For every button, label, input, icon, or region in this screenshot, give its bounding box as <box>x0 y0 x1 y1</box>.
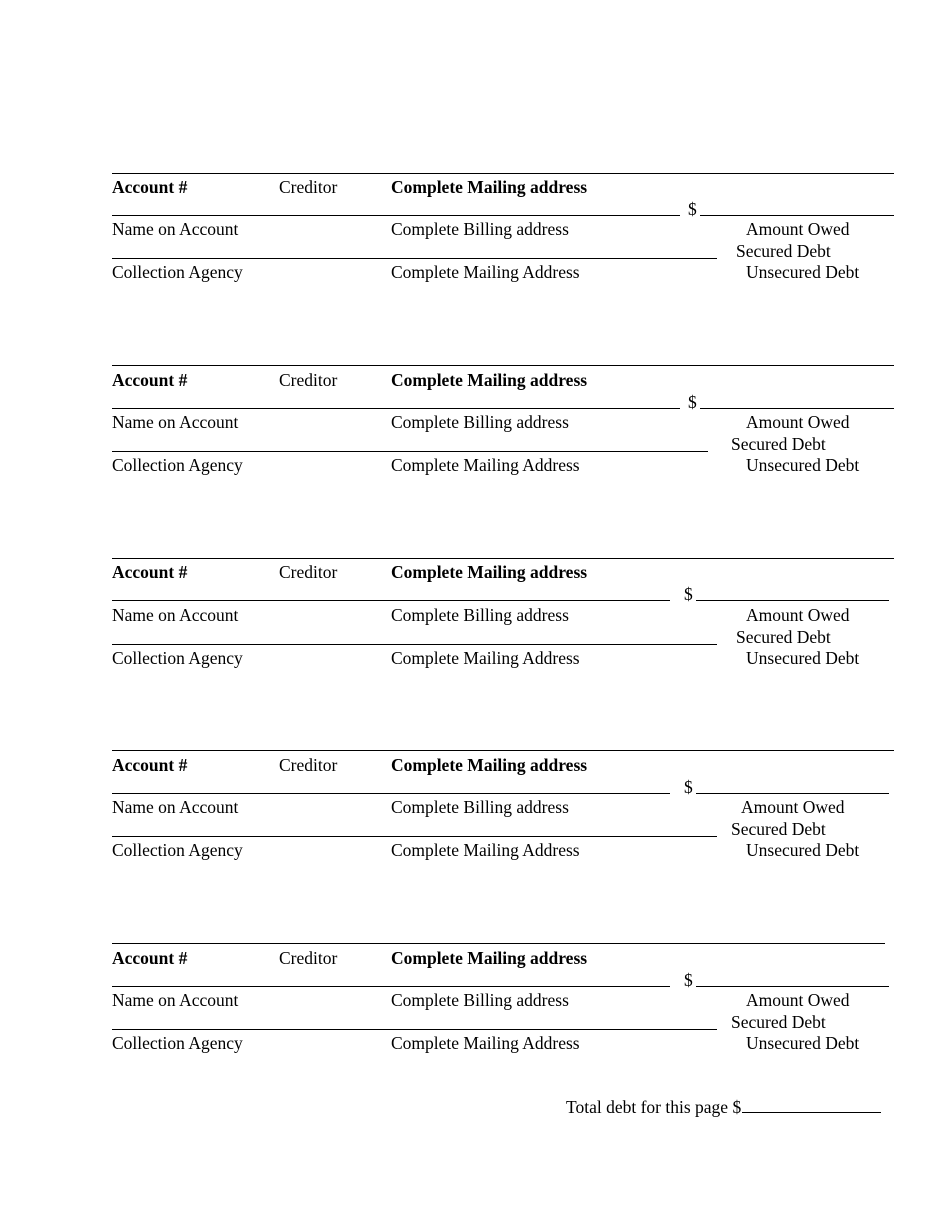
amount-owed-label: Amount Owed <box>746 605 850 625</box>
billing-address-label: Complete Billing address <box>391 797 569 817</box>
name-on-account-label: Name on Account <box>112 219 239 239</box>
agency-line[interactable] <box>112 258 717 259</box>
dollar-sign: $ <box>684 777 693 797</box>
dollar-sign: $ <box>684 584 693 604</box>
debt-entry-4 <box>0 742 950 872</box>
agency-line[interactable] <box>112 1029 717 1030</box>
collection-mailing-label: Complete Mailing Address <box>391 1033 580 1053</box>
debt-entry-3 <box>0 550 950 680</box>
billing-address-label: Complete Billing address <box>391 412 569 432</box>
amount-line[interactable] <box>700 408 894 409</box>
entry-top-line[interactable] <box>112 173 894 174</box>
creditor-label: Creditor <box>279 370 338 390</box>
billing-address-label: Complete Billing address <box>391 219 569 239</box>
amount-line[interactable] <box>696 986 889 987</box>
debt-entry-2 <box>0 357 950 487</box>
agency-line[interactable] <box>112 451 708 452</box>
mailing-address-label: Complete Mailing address <box>391 177 588 197</box>
amount-owed-label: Amount Owed <box>746 412 850 432</box>
amount-owed-label: Amount Owed <box>741 797 845 817</box>
dollar-sign: $ <box>684 970 693 990</box>
address-line[interactable] <box>112 986 670 987</box>
total-debt-row <box>566 1097 881 1117</box>
address-line[interactable] <box>112 600 670 601</box>
amount-line[interactable] <box>700 215 894 216</box>
amount-owed-label: Amount Owed <box>746 990 850 1010</box>
debt-entry-5 <box>0 935 950 1065</box>
entry-top-line[interactable] <box>112 558 894 559</box>
creditor-label: Creditor <box>279 948 338 968</box>
amount-owed-label: Amount Owed <box>746 219 850 239</box>
billing-address-label: Complete Billing address <box>391 605 569 625</box>
unsecured-debt-label: Unsecured Debt <box>746 840 860 860</box>
mailing-address-label: Complete Mailing address <box>391 948 588 968</box>
address-line[interactable] <box>112 793 670 794</box>
collection-agency-label: Collection Agency <box>112 1033 243 1053</box>
agency-line[interactable] <box>112 836 717 837</box>
unsecured-debt-label: Unsecured Debt <box>746 648 860 668</box>
collection-agency-label: Collection Agency <box>112 840 243 860</box>
account-number-label: Account # <box>112 562 188 582</box>
secured-debt-label: Secured Debt <box>736 241 831 261</box>
unsecured-debt-label: Unsecured Debt <box>746 455 860 475</box>
amount-line[interactable] <box>696 793 889 794</box>
collection-agency-label: Collection Agency <box>112 455 243 475</box>
unsecured-debt-label: Unsecured Debt <box>746 262 860 282</box>
dollar-sign: $ <box>688 199 697 219</box>
unsecured-debt-label: Unsecured Debt <box>746 1033 860 1053</box>
secured-debt-label: Secured Debt <box>731 1012 826 1032</box>
collection-mailing-label: Complete Mailing Address <box>391 840 580 860</box>
address-line[interactable] <box>112 215 680 216</box>
entry-top-line[interactable] <box>112 750 894 751</box>
billing-address-label: Complete Billing address <box>391 990 569 1010</box>
account-number-label: Account # <box>112 755 188 775</box>
account-number-label: Account # <box>112 177 188 197</box>
agency-line[interactable] <box>112 644 717 645</box>
collection-mailing-label: Complete Mailing Address <box>391 262 580 282</box>
entry-top-line[interactable] <box>112 943 885 944</box>
collection-agency-label: Collection Agency <box>112 262 243 282</box>
address-line[interactable] <box>112 408 680 409</box>
total-debt-field[interactable] <box>742 1097 881 1113</box>
collection-mailing-label: Complete Mailing Address <box>391 648 580 668</box>
account-number-label: Account # <box>112 370 188 390</box>
name-on-account-label: Name on Account <box>112 797 239 817</box>
name-on-account-label: Name on Account <box>112 990 239 1010</box>
collection-agency-label: Collection Agency <box>112 648 243 668</box>
collection-mailing-label: Complete Mailing Address <box>391 455 580 475</box>
creditor-label: Creditor <box>279 755 338 775</box>
dollar-sign: $ <box>688 392 697 412</box>
mailing-address-label: Complete Mailing address <box>391 370 588 390</box>
name-on-account-label: Name on Account <box>112 412 239 432</box>
secured-debt-label: Secured Debt <box>736 627 831 647</box>
secured-debt-label: Secured Debt <box>731 819 826 839</box>
secured-debt-label: Secured Debt <box>731 434 826 454</box>
mailing-address-label: Complete Mailing address <box>391 755 588 775</box>
total-debt-label: Total debt for this page $ <box>566 1097 742 1117</box>
debt-entry-1 <box>0 165 950 295</box>
creditor-label: Creditor <box>279 562 338 582</box>
creditor-label: Creditor <box>279 177 338 197</box>
entry-top-line[interactable] <box>112 365 894 366</box>
amount-line[interactable] <box>696 600 889 601</box>
mailing-address-label: Complete Mailing address <box>391 562 588 582</box>
name-on-account-label: Name on Account <box>112 605 239 625</box>
account-number-label: Account # <box>112 948 188 968</box>
